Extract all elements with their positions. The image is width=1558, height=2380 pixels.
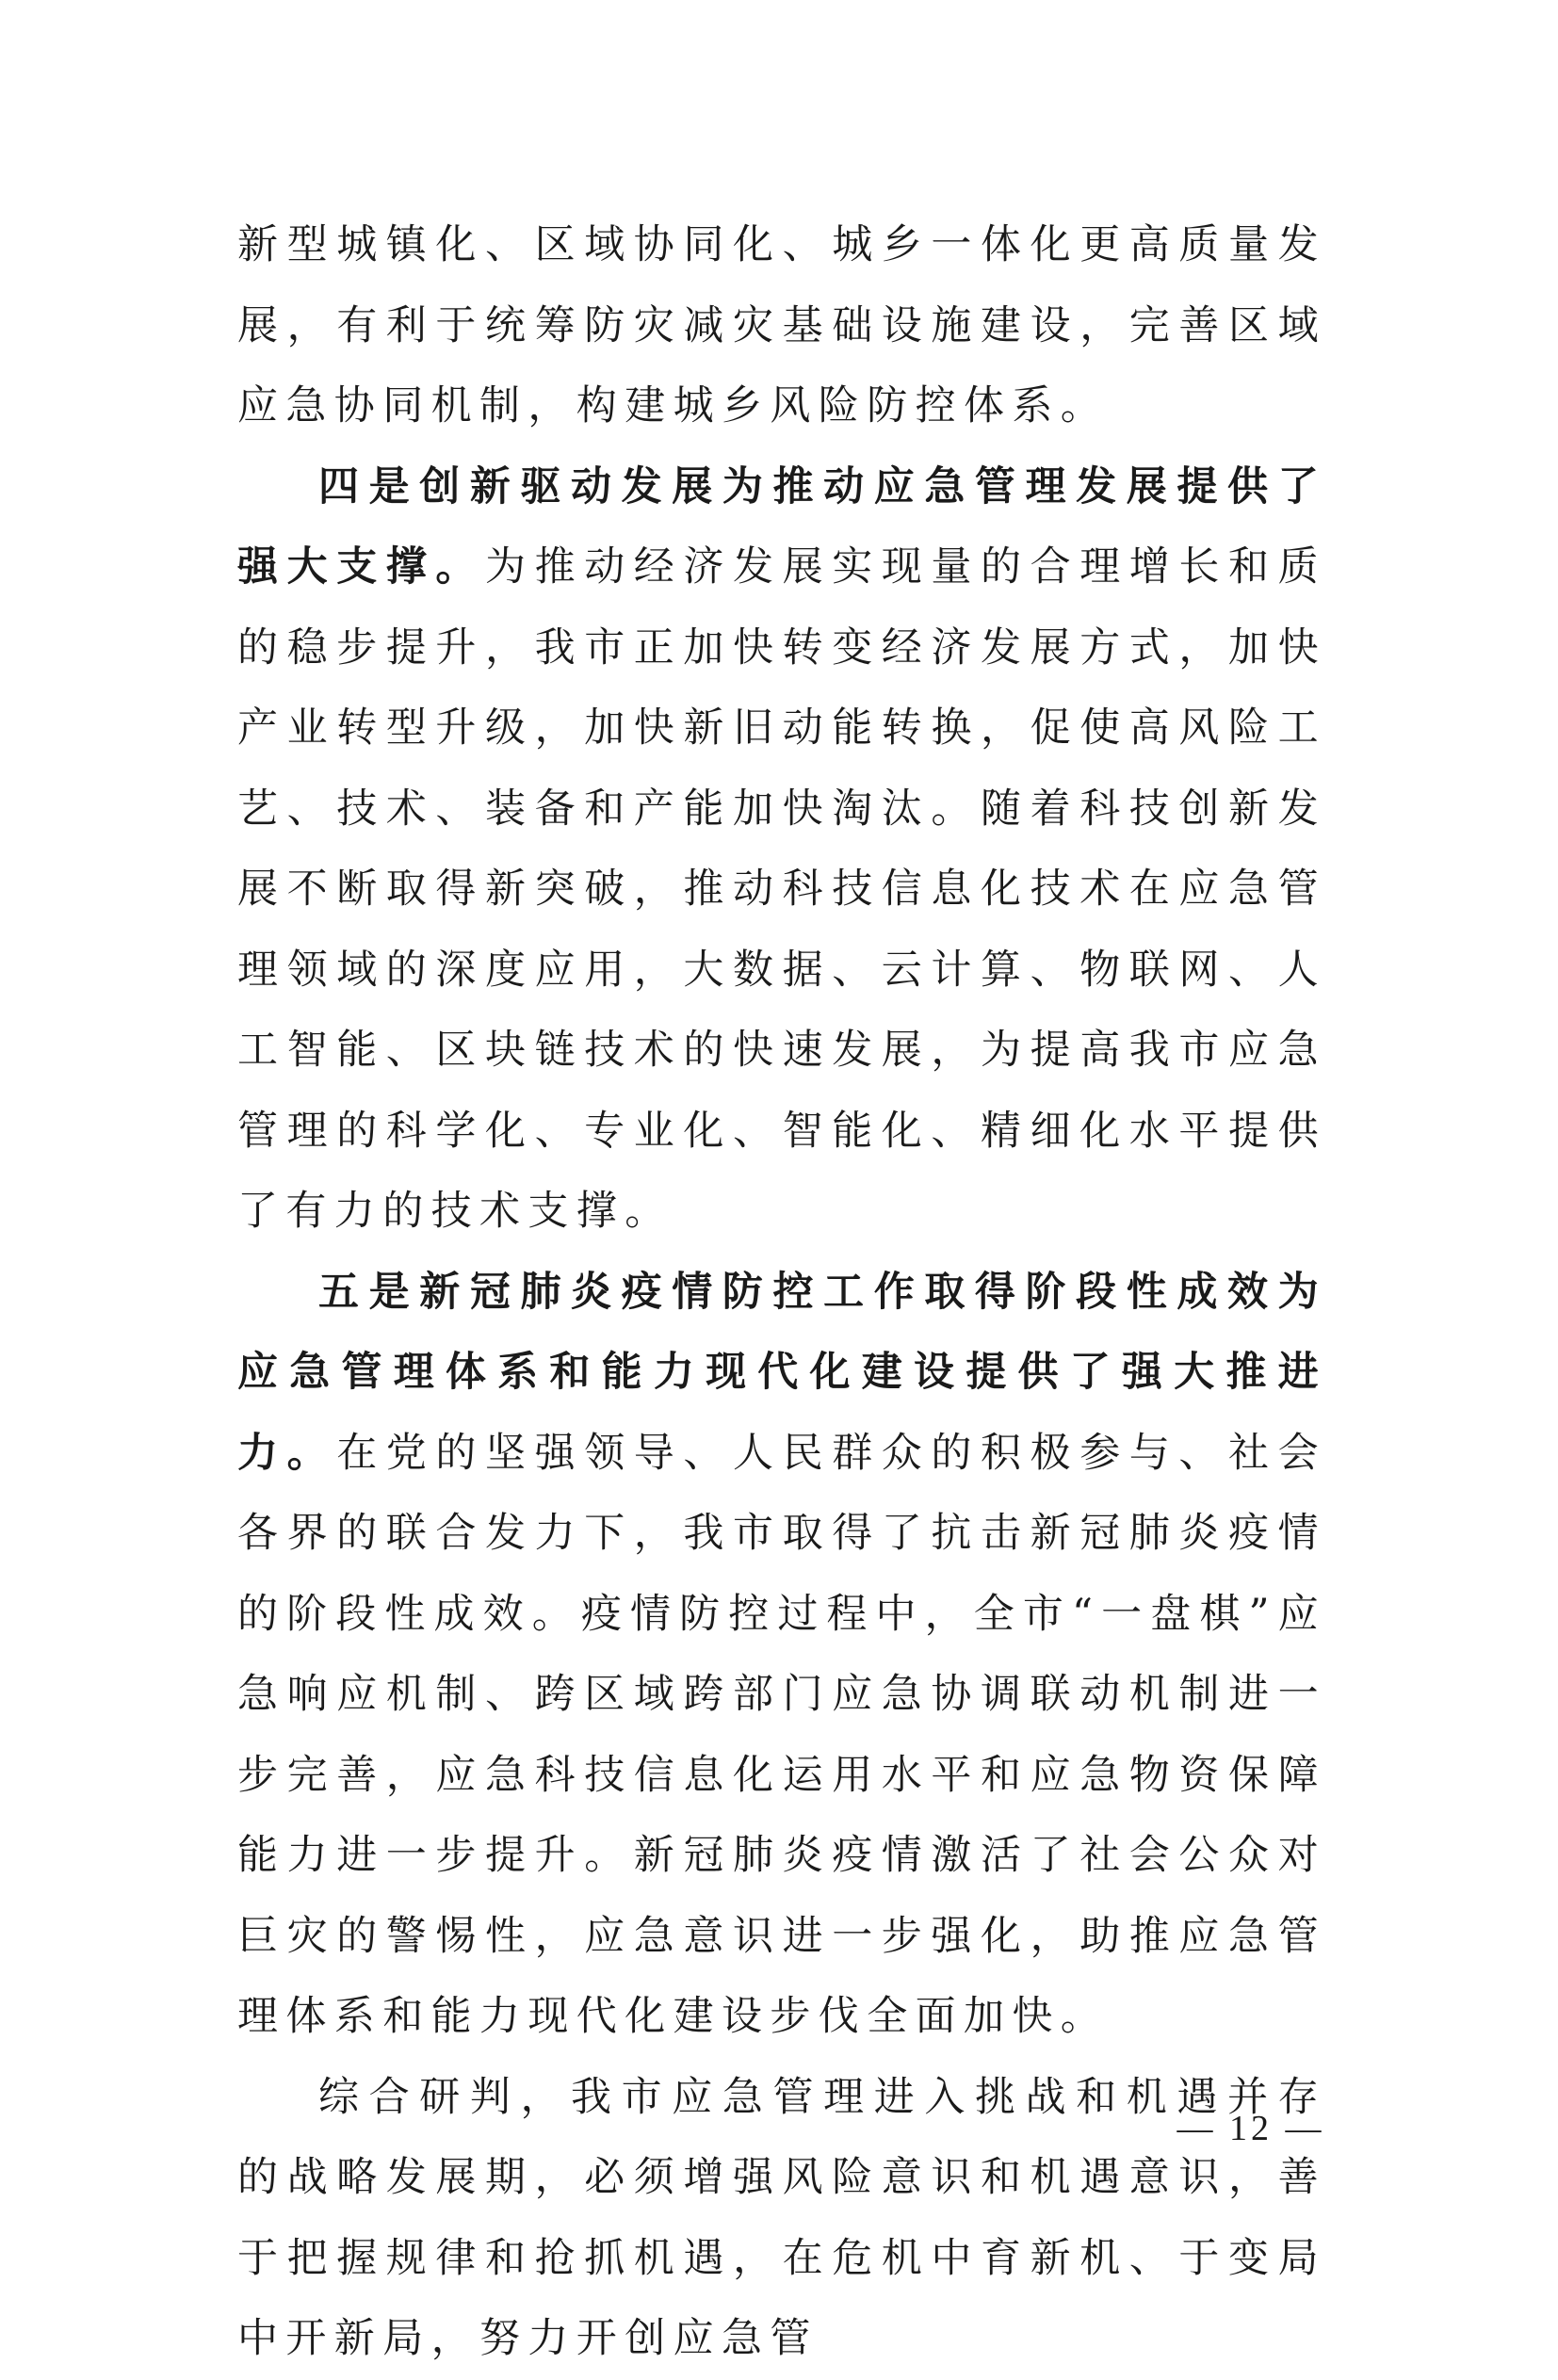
paragraph-3-body: 在党的坚强领导、人民群众的积极参与、社会各界的联合发力下，我市取得了抗击新冠肺炎疫情的阶段性成效。疫情防控过程中，全市“一盘棋”应急响应机制、跨区域跨部门应急协调联动机制进一步完善，应急科技信息化运用水平和应急物资保障能力进一步提升。新冠肺炎疫情激活了社会公众对巨灾的警惕性，应急意识进一步强化，助推应急管理体系和能力现代化建设步伐全面加快。 xyxy=(237,1429,1326,2040)
paragraph-1-body: 新型城镇化、区域协同化、城乡一体化更高质量发展，有利于统筹防灾减灾基础设施建设，完善区域应急协同机制，构建城乡风险防控体系。 xyxy=(237,221,1326,429)
paragraph-2-body: 为推动经济发展实现量的合理增长和质的稳步提升，我市正加快转变经济发展方式，加快产业转型升级，加快新旧动能转换，促使高风险工艺、技术、装备和产能加快淘汰。随着科技创新发展不断取得新突破，推动科技信息化技术在应急管理领域的深度应用，大数据、云计算、物联网、人工智能、区块链技术的快速发展，为提高我市应急管理的科学化、专业化、智能化、精细化水平提供了有力的技术支撑。 xyxy=(237,543,1326,1235)
page-number: — 12 — xyxy=(1177,2109,1325,2148)
paragraph-1 xyxy=(237,205,1326,447)
paragraph-2 xyxy=(237,447,1326,1253)
paragraph-4 xyxy=(237,2058,1326,2380)
body-text xyxy=(237,205,1326,2380)
paragraph-4-body: 综合研判，我市应急管理进入挑战和机遇并存的战略发展期，必须增强风险意识和机遇意识，善于把握规律和抢抓机遇，在危机中育新机、于变局中开新局，努力开创应急管 xyxy=(237,2073,1326,2362)
paragraph-2-heading: 四是创新驱动发展为推动应急管理发展提供了强大支撑。 xyxy=(237,462,1326,591)
paragraph-3-heading: 五是新冠肺炎疫情防控工作取得阶段性成效为应急管理体系和能力现代化建设提供了强大推进力。 xyxy=(237,1268,1326,1477)
paragraph-3 xyxy=(237,1253,1326,2058)
